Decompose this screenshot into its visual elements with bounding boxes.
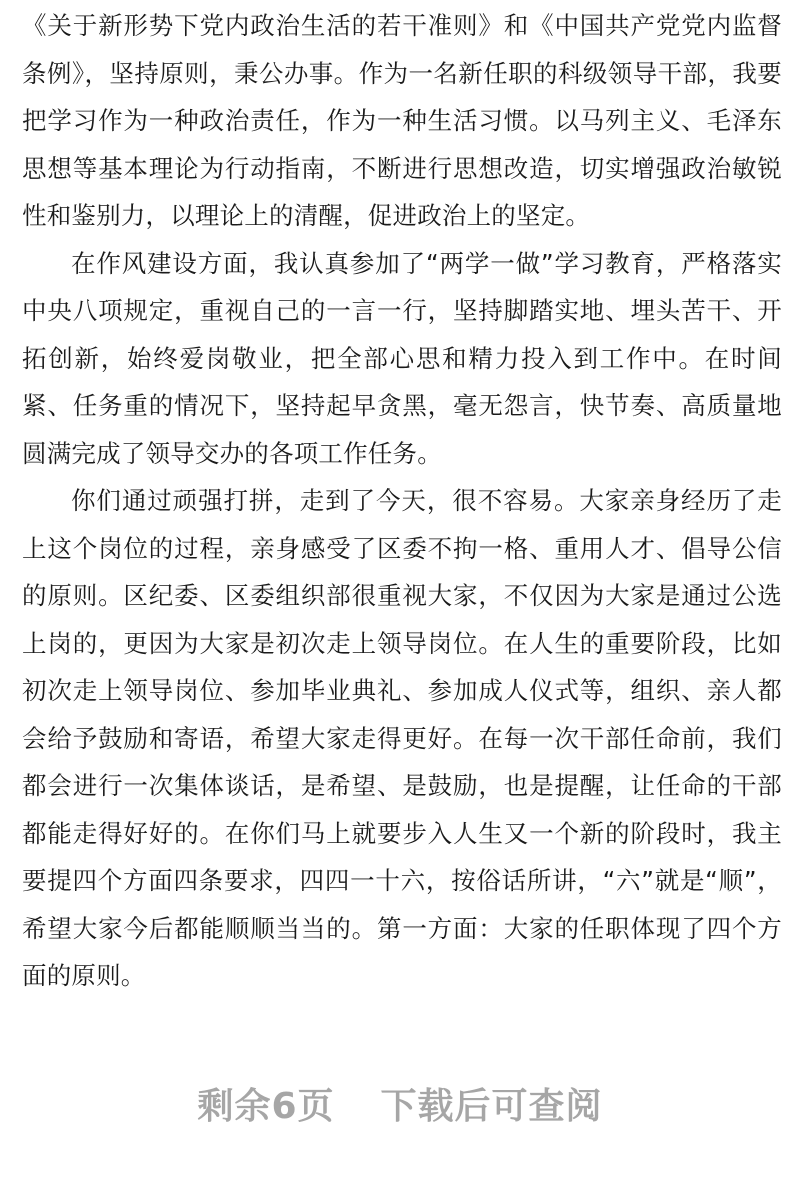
- document-body: [22, 2, 782, 1000]
- remaining-pages-label: 剩余6页: [197, 1086, 335, 1127]
- paragraph-1: 《关于新形势下党内政治生活的若干准则》和《中国共产党党内监督条例》，坚持原则，秉公办事。作为一名新任职的科级领导干部，我要把学习作为一种政治责任，作为一种生活习惯。以马列主义、毛泽东思想等基本理论为行动指南，不断进行思想改造，切实增强政治敏锐性和鉴别力，以理论上的清醒，促进政治上的坚定。: [22, 11, 782, 230]
- download-to-view-label: 下载后可查阅: [380, 1086, 603, 1127]
- paragraph-2: 在作风建设方面，我认真参加了“两学一做”学习教育，严格落实中央八项规定，重视自己的一言一行，坚持脚踏实地、埋头苦干、开拓创新，始终爱岗敬业，把全部心思和精力投入到工作中。在时间紧、任务重的情况下，坚持起早贪黑，毫无怨言，快节奏、高质量地圆满完成了领导交办的各项工作任务。: [22, 248, 782, 468]
- download-prompt[interactable]: [0, 1078, 800, 1129]
- paragraph-3: 你们通过顽强打拼，走到了今天，很不容易。大家亲身经历了走上这个岗位的过程，亲身感受了区委不拘一格、重用人才、倡导公信的原则。区纪委、区委组织部很重视大家，不仅因为大家是通过公选上岗的，更因为大家是初次走上领导岗位。在人生的重要阶段，比如初次走上领导岗位、参加毕业典礼、参加成人仪式等，组织、亲人都会给予鼓励和寄语，希望大家走得更好。在每一次干部任命前，我们都会进行一次集体谈话，是希望、是鼓励，也是提醒，让任命的干部都能走得好好的。在你们马上就要步入人生又一个新的阶段时，我主要提四个方面四条要求，四四一十六，按俗话所讲，“六”就是“顺”，希望大家今后都能顺顺当当的。第一方面：大家的任职体现了四个方面的原则。: [22, 486, 782, 990]
